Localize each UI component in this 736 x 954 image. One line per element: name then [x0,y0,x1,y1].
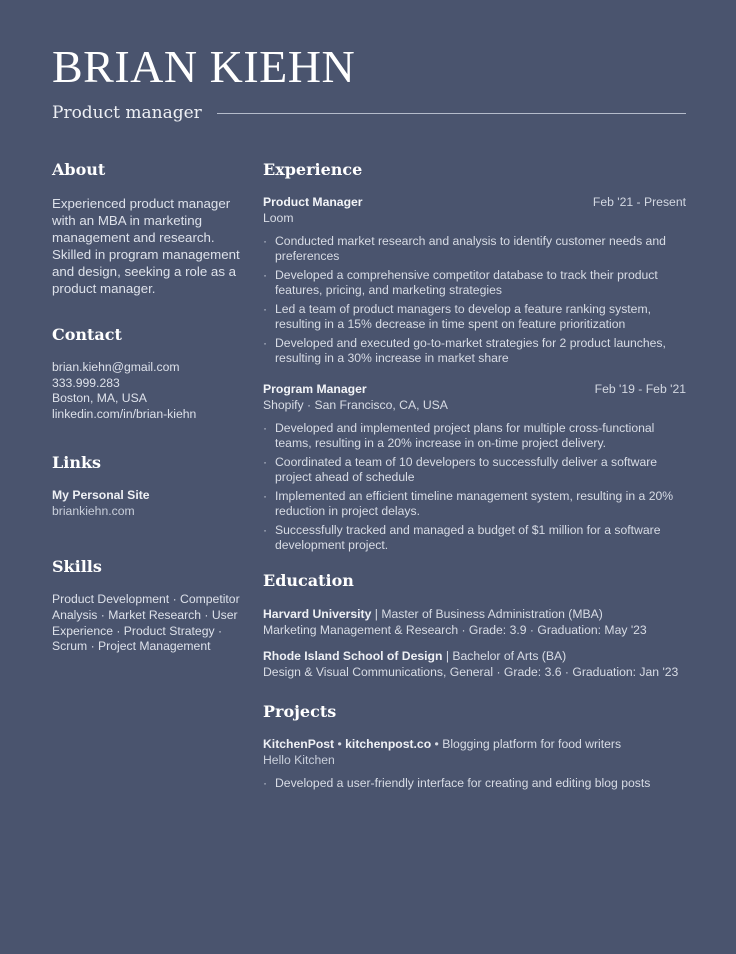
job-dates: Feb '21 - Present [592,195,686,209]
contact-block [52,360,242,423]
job-title: Product Manager [263,195,363,209]
degree: | Bachelor of Arts (BA) [442,649,567,663]
links-block [52,488,242,519]
job-bullet: · Coordinated a team of 10 developers to successfully deliver a software project ahead of schedule [263,455,686,485]
project-sep: • [431,737,443,751]
job-bullet: · Developed and implemented project plans for multiple cross-functional teams, resulting in a 20% increase in on-time project delivery. [263,421,686,451]
job-dates: Feb '19 - Feb '21 [594,382,686,396]
contact-linkedin[interactable]: linkedin.com/in/brian-kiehn [52,407,197,422]
links-heading: Links [52,452,102,472]
job-entry [263,382,686,553]
project-item [263,737,686,791]
job-title: Program Manager [263,382,367,396]
job-bullet: · Successfully tracked and managed a budget of $1 million for a software development project. [263,523,686,553]
contact-heading: Contact [52,325,122,344]
job-company: Shopify · San Francisco, CA, USA [263,398,448,412]
about-text: Experienced product manager with an MBA in marketing management and research. Skilled in program management and design, seeking a role as a product manager. [52,196,240,296]
school-name: Harvard University [263,607,372,621]
job-entry [263,195,686,366]
contact-phone: 333.999.283 [52,375,120,390]
education-details: Marketing Management & Research · Grade: 3.9 · Graduation: May '23 [263,623,647,637]
left-column [52,160,242,655]
job-bullet: · Developed and executed go-to-market strategies for 2 product launches, resulting in a 30% increase in market share [263,336,686,366]
job-bullet: · Implemented an efficient timeline management system, resulting in a 20% reduction in project delays. [263,489,686,519]
link-url[interactable]: briankiehn.com [52,503,135,518]
candidate-name: BRIAN KIEHN [52,41,356,92]
experience-heading: Experience [263,160,363,179]
project-name: KitchenPost [263,737,335,751]
project-site[interactable]: kitchenpost.co [345,737,432,751]
header-divider [217,113,686,114]
projects-heading: Projects [263,702,337,721]
job-bullet: · Developed a comprehensive competitor database to track their product features, pricing, and marketing strategies [263,268,686,298]
job-bullet: · Led a team of product managers to develop a feature ranking system, resulting in a 15% decrease in time spent on feature prioritization [263,302,686,332]
about-heading: About [52,160,106,179]
education-details: Design & Visual Communications, General · Grade: 3.6 · Graduation: Jan '23 [263,665,679,679]
education-item [263,606,686,638]
education-heading: Education [263,571,354,590]
skills-text: Product Development · Competitor Analysis · Market Research · User Experience · Product Strategy · Scrum · Project Management [52,592,240,654]
project-sep: • [334,737,346,751]
skills-heading: Skills [52,557,102,577]
right-column [263,160,686,807]
job-company: Loom [263,211,294,225]
project-org: Hello Kitchen [263,753,335,767]
education-item [263,648,686,680]
project-bullet: · Developed a user-friendly interface for creating and editing blog posts [263,776,686,791]
contact-location: Boston, MA, USA [52,391,147,406]
school-name: Rhode Island School of Design [263,649,443,663]
degree: | Master of Business Administration (MBA) [371,607,603,621]
project-desc: Blogging platform for food writers [442,737,622,751]
role-row [52,103,686,123]
job-bullet: · Conducted market research and analysis to identify customer needs and preferences [263,234,686,264]
contact-email[interactable]: brian.kiehn@gmail.com [52,360,180,374]
candidate-role: Product manager [52,103,202,123]
link-label: My Personal Site [52,487,150,502]
